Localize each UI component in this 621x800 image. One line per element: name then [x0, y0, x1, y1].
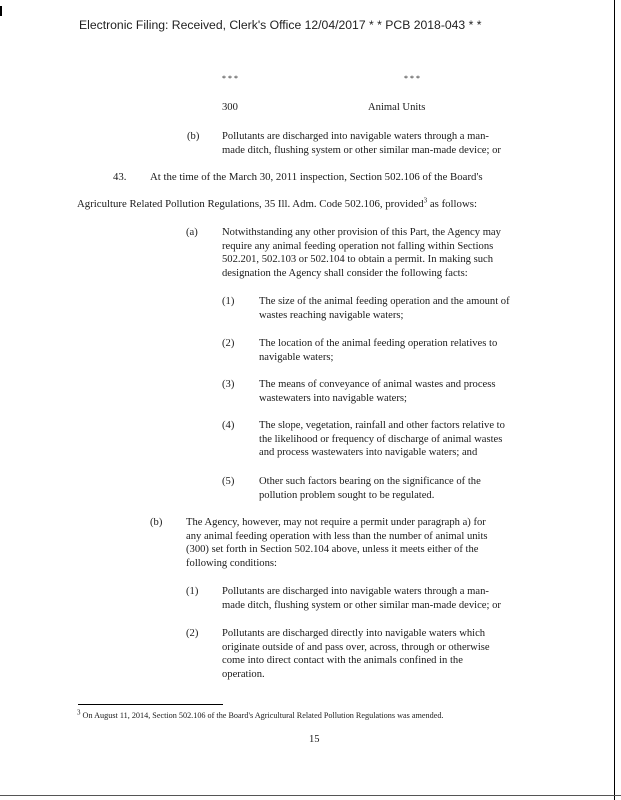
paragraph-43-line	[77, 198, 477, 210]
section-a-line: require any animal feeding operation not falling within Sections	[222, 240, 494, 252]
condition-label: (1)	[186, 586, 199, 597]
footnote	[77, 708, 444, 720]
section-b-line: (300) set forth in Section 502.104 above, unless it meets either of the	[186, 544, 479, 556]
footnote-text: On August 11, 2014, Section 502.106 of the Board's Agricultural Related Pollution Regulations was amended.	[80, 711, 444, 720]
footnote-marker: 3	[77, 708, 81, 717]
paragraph-43-text-end: as follows:	[427, 198, 477, 210]
footnote-reference: 3	[423, 196, 428, 205]
condition-line: operation.	[222, 668, 265, 680]
factor-line: The size of the animal feeding operation and the amount of	[259, 296, 510, 307]
factor-line: The slope, vegetation, rainfall and other factors relative to	[259, 420, 505, 431]
section-b-line: following conditions:	[186, 557, 277, 569]
factor-label: (3)	[222, 379, 235, 390]
section-b-label: (b)	[150, 517, 163, 528]
factor-label: (5)	[222, 476, 235, 487]
factor-text	[259, 378, 559, 405]
factor-label: (4)	[222, 420, 235, 431]
paragraph-number: 43.	[113, 171, 127, 183]
factor-line: wastes reaching navigable waters;	[259, 309, 404, 321]
page-number: 15	[309, 734, 320, 745]
factor-text	[259, 337, 559, 364]
section-a-text	[222, 226, 552, 280]
condition-line: Pollutants are discharged into navigable waters through a man-	[222, 586, 489, 597]
prev-item-b-label: (b)	[187, 131, 200, 142]
factor-line: the likelihood or frequency of discharge of animal wastes	[259, 433, 503, 445]
factor-text	[259, 295, 559, 322]
factor-text	[259, 475, 559, 502]
factor-line: and process wastewaters into navigable waters; and	[259, 447, 478, 459]
section-a-line: 502.201, 502.103 or 502.104 to obtain a permit. In making such	[222, 254, 493, 266]
factor-line: pollution problem sought to be regulated.	[259, 489, 435, 501]
scan-right-edge	[614, 0, 615, 800]
condition-line: originate outside of and pass over, across, through or otherwise	[222, 641, 490, 653]
factor-line: navigable waters;	[259, 351, 334, 363]
condition-label: (2)	[186, 628, 199, 639]
factor-line: Other such factors bearing on the significance of the	[259, 476, 481, 487]
section-b-line: The Agency, however, may not require a permit under paragraph a) for	[186, 517, 486, 528]
factor-line: wastewaters into navigable waters;	[259, 392, 407, 404]
condition-text	[222, 585, 562, 612]
filing-header: Electronic Filing: Received, Clerk's Office 12/04/2017 * * PCB 2018-043 * *	[79, 18, 482, 32]
table-animal-units-label: Animal Units	[368, 102, 426, 113]
table-stars-left: * * *	[222, 74, 238, 83]
section-a-label: (a)	[186, 227, 198, 238]
factor-label: (1)	[222, 296, 235, 307]
factor-text	[259, 419, 559, 460]
section-a-line: designation the Agency shall consider the following facts:	[222, 267, 468, 279]
factor-line: The means of conveyance of animal wastes and process	[259, 379, 496, 390]
condition-line: come into direct contact with the animals confined in the	[222, 655, 463, 667]
condition-text	[222, 627, 562, 681]
footnote-separator	[78, 704, 223, 705]
section-b-line: any animal feeding operation with less than the number of animal units	[186, 530, 488, 542]
table-stars-right: * * *	[404, 74, 420, 83]
paragraph-43-text: Agriculture Related Pollution Regulations, 35 Ill. Adm. Code 502.106, provided	[77, 198, 424, 210]
factor-line: The location of the animal feeding operation relatives to	[259, 338, 498, 349]
prev-item-b-line: Pollutants are discharged into navigable waters through a man-	[222, 131, 489, 142]
scan-bottom-edge	[0, 795, 621, 796]
table-animal-units-number: 300	[222, 102, 238, 113]
section-b-text	[186, 516, 556, 570]
section-a-line: Notwithstanding any other provision of this Part, the Agency may	[222, 227, 501, 238]
condition-line: made ditch, flushing system or other similar man-made device; or	[222, 599, 501, 611]
condition-line: Pollutants are discharged directly into navigable waters which	[222, 628, 486, 639]
prev-item-b-line: made ditch, flushing system or other similar man-made device; or	[222, 145, 501, 156]
scan-edge-mark	[0, 6, 2, 16]
paragraph-43-line: At the time of the March 30, 2011 inspection, Section 502.106 of the Board's	[150, 171, 483, 183]
factor-label: (2)	[222, 338, 235, 349]
